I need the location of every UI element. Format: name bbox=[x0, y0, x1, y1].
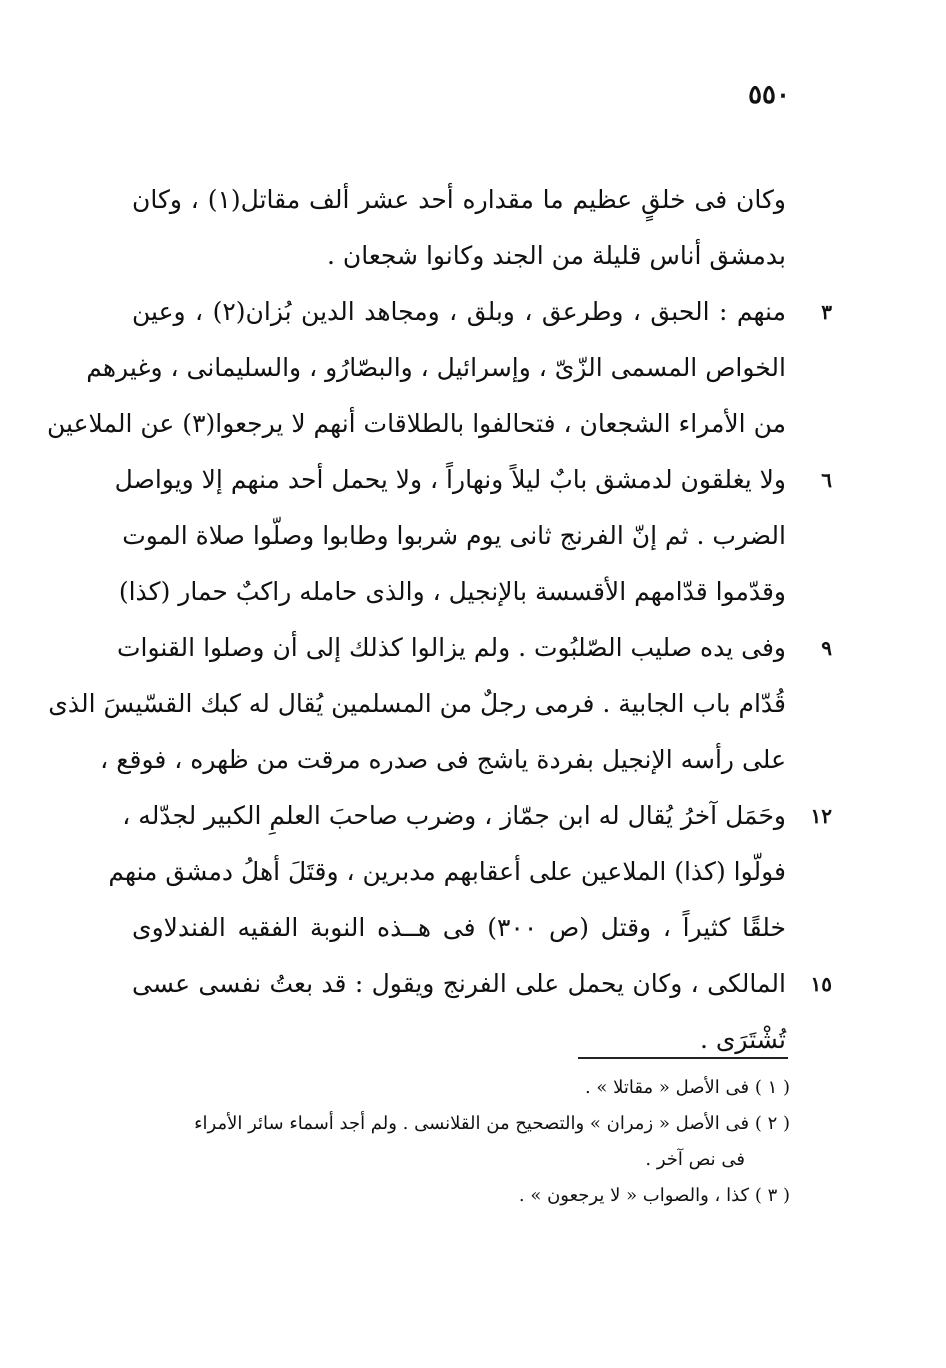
text-line bbox=[132, 1012, 786, 1068]
text-line bbox=[132, 172, 786, 228]
text-line bbox=[47, 396, 786, 452]
line-number: ٩ bbox=[821, 636, 832, 660]
line-text: منهم : الحبق ، وطرعق ، وبلق ، ومجاهد الدين بُزان(٢) ، وعين bbox=[132, 297, 786, 326]
text-line bbox=[122, 508, 786, 564]
line-text: الخواص المسمى الزّىّ ، وإسرائيل ، والبصّارُو ، والسليمانى ، وغيرهم bbox=[86, 353, 786, 382]
text-line bbox=[116, 620, 832, 676]
line-text: خلقًا كثيراً ، وقتل (ص ٣٠٠) فى هــذه النوبة الفقيه الفندلاوى bbox=[132, 913, 786, 942]
text-line bbox=[118, 564, 786, 620]
line-text: من الأمراء الشجعان ، فتحالفوا بالطلاقات أنهم لا يرجعوا(٣) عن الملاعين bbox=[47, 409, 786, 438]
line-text: المالكى ، وكان يحمل على الفرنج ويقول : قد بعتُ نفسى عسى bbox=[132, 969, 786, 998]
text-line bbox=[122, 788, 832, 844]
line-number: ١٢ bbox=[810, 804, 832, 828]
line-text: فولّوا (كذا) الملاعين على أعقابهم مدبرين ، وقتَلَ أهلُ دمشق منهم bbox=[108, 857, 786, 886]
line-text: وقدّموا قدّامهم الأقسسة بالإنجيل ، والذى حامله راكبٌ حمار (كذا) bbox=[118, 577, 786, 606]
text-line bbox=[108, 844, 786, 900]
text-line bbox=[132, 284, 832, 340]
page-number: ٥٥٠ bbox=[748, 80, 790, 110]
footnote-continuation: فى نص آخر . bbox=[645, 1149, 745, 1170]
line-text: ولا يغلقون لدمشق بابٌ ليلاً ونهاراً ، ولا يحمل أحد منهم إلا ويواصل bbox=[114, 465, 786, 494]
line-text: وحَمَل آخرُ يُقال له ابن جمّاز ، وضرب صاحبَ العلمِ الكبير لجدّله ، bbox=[122, 801, 786, 830]
line-text: تُشْتَرَى . bbox=[699, 1025, 786, 1054]
footnote-divider bbox=[578, 1057, 788, 1059]
line-text: وفى يده صليب الصّلبُوت . ولم يزالوا كذلك إلى أن وصلوا القنوات bbox=[116, 633, 786, 662]
footnote: ( ١ ) فى الأصل « مقاتلا » . bbox=[584, 1077, 790, 1098]
line-number: ٣ bbox=[821, 300, 832, 324]
footnote: ( ٣ ) كذا ، والصواب « لا يرجعون » . bbox=[518, 1185, 790, 1206]
line-number: ٦ bbox=[821, 468, 832, 492]
line-text: على رأسه الإنجيل بفردة ياشج فى صدره مرقت من ظهره ، فوقع ، bbox=[100, 745, 786, 774]
line-number: ١٥ bbox=[810, 972, 832, 996]
line-text: الضرب . ثم إنّ الفرنج ثانى يوم شربوا وطابوا وصلّوا صلاة الموت bbox=[122, 521, 786, 550]
line-text: قُدّام باب الجابية . فرمى رجلٌ من المسلمين يُقال له كبك القسّيسَ الذى bbox=[48, 689, 786, 718]
text-line bbox=[132, 956, 832, 1012]
text-line bbox=[132, 228, 786, 284]
line-text: وكان فى خلقٍ عظيم ما مقداره أحد عشر ألف مقاتل(١) ، وكان bbox=[132, 185, 786, 214]
text-line bbox=[86, 340, 786, 396]
text-line bbox=[100, 732, 786, 788]
main-text bbox=[47, 172, 832, 1068]
text-line bbox=[114, 452, 832, 508]
line-text: بدمشق أناس قليلة من الجند وكانوا شجعان . bbox=[326, 241, 786, 270]
footnote: ( ٢ ) فى الأصل « زمران » والتصحيح من القلانسى . ولم أجد أسماء سائر الأمراء bbox=[194, 1113, 790, 1134]
text-line bbox=[48, 676, 786, 732]
footnotes bbox=[100, 1070, 790, 1214]
text-line bbox=[132, 900, 786, 956]
